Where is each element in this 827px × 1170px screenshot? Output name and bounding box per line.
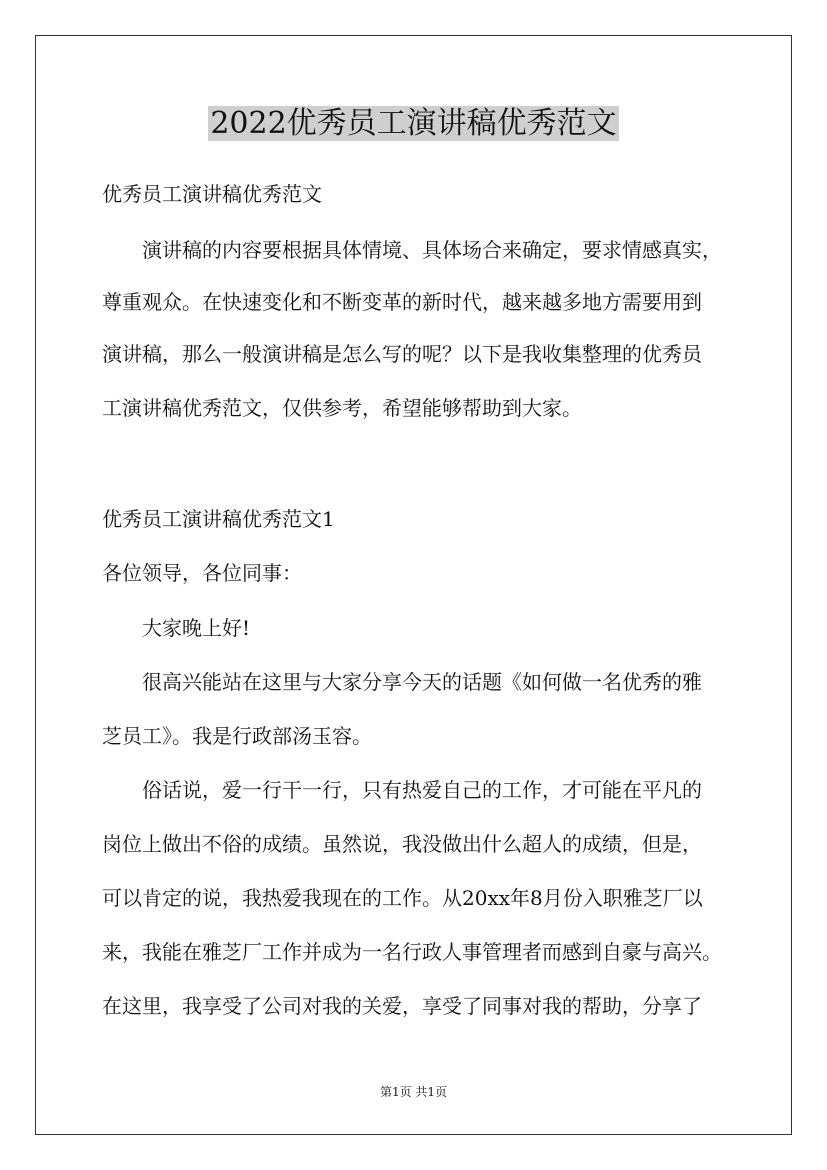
- intro-line-3: 演讲稿，那么一般演讲稿是怎么写的呢？以下是我收集整理的优秀员: [102, 342, 702, 366]
- para2-line-1: 俗话说，爱一行干一行，只有热爱自己的工作，才可能在平凡的: [142, 778, 702, 802]
- section-heading: 优秀员工演讲稿优秀范文1: [102, 507, 335, 531]
- document-subtitle: 优秀员工演讲稿优秀范文: [102, 182, 322, 206]
- page-number: 第1页 共1页: [379, 1085, 448, 1099]
- intro-line-4: 工演讲稿优秀范文，仅供参考，希望能够帮助到大家。: [102, 396, 582, 420]
- document-title: 2022优秀员工演讲稿优秀范文: [210, 106, 617, 141]
- para2-line-4: 来，我能在雅芝厂工作并成为一名行政人事管理者而感到自豪与高兴。: [102, 940, 722, 964]
- intro-line-1: 演讲稿的内容要根据具体情境、具体场合来确定，要求情感真实，: [142, 238, 722, 262]
- para1-line-1: 很高兴能站在这里与大家分享今天的话题《如何做一名优秀的雅: [142, 670, 702, 694]
- para1-line-2: 芝员工》。我是行政部汤玉容。: [102, 724, 372, 748]
- greeting: 大家晚上好!: [142, 616, 251, 640]
- salutation: 各位领导，各位同事：: [102, 561, 302, 585]
- intro-line-2: 尊重观众。在快速变化和不断变革的新时代，越来越多地方需要用到: [102, 290, 702, 314]
- para2-line-3: 可以肯定的说，我热爱我现在的工作。从20xx年8月份入职雅芝厂以: [102, 886, 703, 910]
- para2-line-2: 岗位上做出不俗的成绩。虽然说，我没做出什么超人的成绩，但是，: [102, 832, 702, 856]
- para2-line-5: 在这里，我享受了公司对我的关爱，享受了同事对我的帮助，分享了: [102, 994, 702, 1018]
